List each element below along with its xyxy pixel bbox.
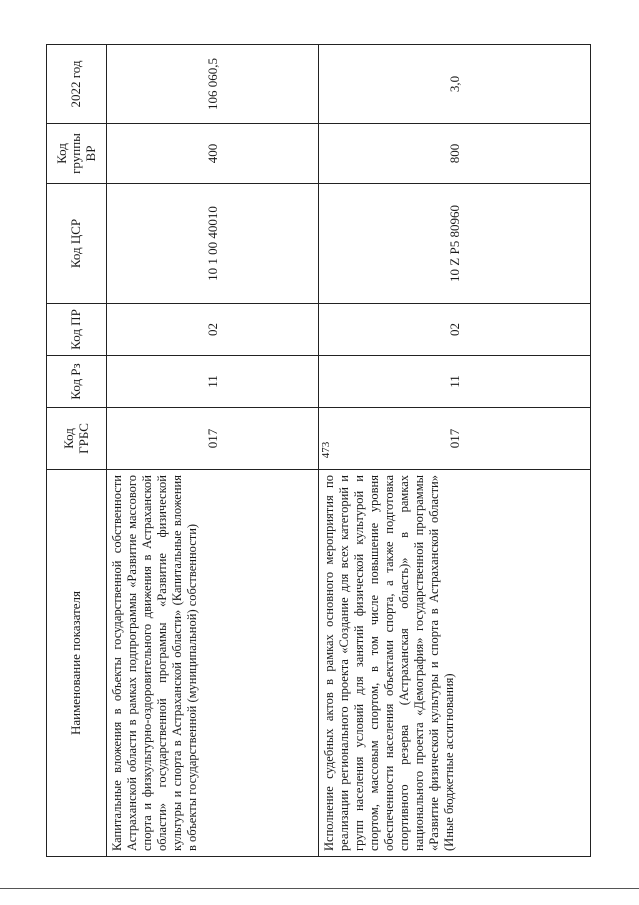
table-row: [319, 45, 591, 857]
page-number: 473: [320, 441, 332, 459]
row-csr: 10 1 00 40010: [107, 184, 319, 304]
row-amount: 3,0: [319, 45, 591, 124]
row-grbs: 017: [107, 408, 319, 470]
row-pr: 02: [319, 304, 591, 356]
row-vr: 400: [107, 124, 319, 184]
header-year: 2022 год: [47, 45, 107, 124]
row-rz: 11: [319, 356, 591, 408]
header-rz: Код Рз: [47, 356, 107, 408]
header-grbs: Код ГРБС: [47, 408, 107, 470]
row-pr: 02: [107, 304, 319, 356]
header-vr: Код группы ВР: [47, 124, 107, 184]
row-grbs: 017: [319, 408, 591, 470]
table-header-row: [47, 45, 107, 857]
row-csr: 10 Z P5 80960: [319, 184, 591, 304]
row-rz: 11: [107, 356, 319, 408]
row-name: Исполнение судебных актов в рамках основного мероприятия по реализации регионального проекта «Создание для всех категорий и групп населения условий для занятий физической культурой и спортом, массовым спортом, в том числе повышение уровня обеспеченности населения объектами спорта, а также подготовка спортивного резерва (Астраханская область)» в рамках национального проекта «Демография» государственной программы «Развитие физической культуры и спорта в Астраханской области» (Иные бюджетные ассигнования): [319, 470, 591, 857]
page-bottom-rule: [0, 888, 639, 889]
rotated-page-content: [46, 45, 590, 857]
budget-table: [46, 44, 591, 857]
header-name: Наименование показателя: [47, 470, 107, 857]
row-name: Капитальные вложения в объекты государственной собственности Астраханской области в рамках подпрограммы «Развитие массового спорта и физкультурно-оздоровительного движения в Астраханской области» государственной программы «Развитие физической культуры и спорта в Астраханской области» (Капитальные вложения в объекты государственной (муниципальной) собственности): [107, 470, 319, 857]
row-amount: 106 060,5: [107, 45, 319, 124]
header-csr: Код ЦСР: [47, 184, 107, 304]
header-pr: Код ПР: [47, 304, 107, 356]
table-row: [107, 45, 319, 857]
row-vr: 800: [319, 124, 591, 184]
